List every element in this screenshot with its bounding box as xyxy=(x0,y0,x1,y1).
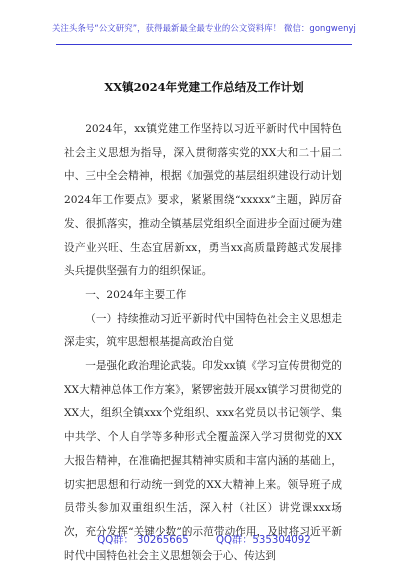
header-divider xyxy=(56,44,352,45)
document-title: XX镇2024年党建工作总结及工作计划 xyxy=(104,80,304,94)
header-banner: 关注头条号“公文研究”，获得最新最全最专业的公文资料库！ 微信：gongwenyj xyxy=(52,23,356,33)
document-body xyxy=(64,118,342,568)
footer-qq-group-2: QQ群：535304092 xyxy=(216,535,311,546)
footer-qq-group-1: QQ群： 30265665 xyxy=(97,535,189,546)
section-heading: 一、2024年主要工作 xyxy=(85,288,187,301)
subheading: （一）持续推动习近平新时代中国特色社会主义思想走深走实，筑牢思想根基提高政治自觉 xyxy=(64,312,342,349)
body-paragraph: 一是强化政治理论武装。印发xx镇《学习宣传贯彻党的XX大精神总体工作方案》，紧锣密鼓开展xx镇学习贯彻党的XX大，组织全镇xxx个党组织、xxx名党员以书记领学、集中共学、个人自学等多种形式全覆盖深入学习贯彻党的XX大报告精神，在准确把握其精神实质和丰富内涵的基础上，切实把思想和行动统一到党的XX大精神上来。领导班子成员带头参加双重组织生活，深入村（社区）讲党课xxx场次，充分发挥“关键少数”的示范带动作用，及时将习近平新时代中国特色社会主义思想领会于心、传达到 xyxy=(64,360,342,562)
intro-paragraph: 2024年，xx镇党建工作坚持以习近平新时代中国特色社会主义思想为指导，深入贯彻落实党的XX大和二十届二中、三中全会精神，根据《加强党的基层组织建设行动计划2024年工作要点》要求，紧紧围绕“xxxxx”主题，踔厉奋发、很抓落实，推动全镇基层党组织全面进步全面过硬为建设产业兴旺、生态宜居新xx，勇当xx高质量跨越式发展排头兵提供坚强有力的组织保证。 xyxy=(64,123,342,278)
footer-contact xyxy=(0,531,408,546)
